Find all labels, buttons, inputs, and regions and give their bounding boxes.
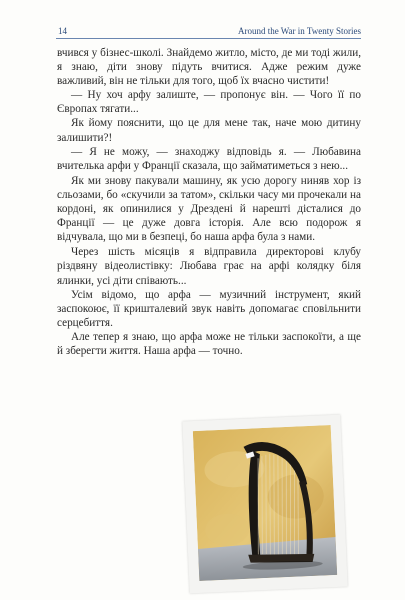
body-text: [57, 46, 361, 358]
paragraph-7: Усім відомо, що арфа — музичний інструмент, який заспокоює, її кришталевий звук навіть допомагає сповільнити серцебиття.: [57, 288, 361, 329]
running-title: Around the War in Twenty Stories: [237, 26, 361, 36]
paragraph-1: вчився у бізнес-школі. Знайдемо житло, місто, де ми тоді жили, я знаю, діти знову підуть вчитися. Адже режим дуже важливий, він не тільки для того, щоб їх вчасно чистити!: [57, 47, 361, 88]
paragraph-3: Як йому пояснити, що це для мене так, наче мою дитину залишити?!: [57, 117, 361, 144]
paragraph-6: Через шість місяців я відправила директорові клубу різдвяну відеолистівку: Любава грає на арфі колядку біля ялинки, усі діти співають...: [57, 246, 361, 287]
paragraph-8: Але тепер я знаю, що арфа може не тільки заспокоїти, а ще й зберегти життя. Наша арфа — точно.: [57, 330, 361, 357]
header-rule: [56, 38, 361, 39]
harp-photo-image: [193, 425, 337, 581]
paragraph-5: Як ми знову пакували машину, як усю дорогу ниняв хор із сльозами, бо «скучили за татом», скільки часу ми прочекали на кордоні, як опинилися у Дрездені й нарешті дісталися до Франції — це дуже довга історія. Але всю подорож я відчувала, що ми в безпеці, бо наша арфа була з нами.: [57, 174, 361, 244]
paragraph-2: — Ну хоч арфу залиште, — пропонує він. — Чого її по Європах тягати...: [57, 89, 361, 116]
page-header: [0, 20, 405, 36]
page-number: 14: [58, 26, 67, 36]
harp-icon: [193, 425, 337, 581]
harp-photo: [186, 418, 344, 590]
paragraph-4: — Я не можу, — знаходжу відповідь я. — Любавина вчителька арфи у Франції сказала, що займатиметься з нею...: [57, 145, 361, 172]
